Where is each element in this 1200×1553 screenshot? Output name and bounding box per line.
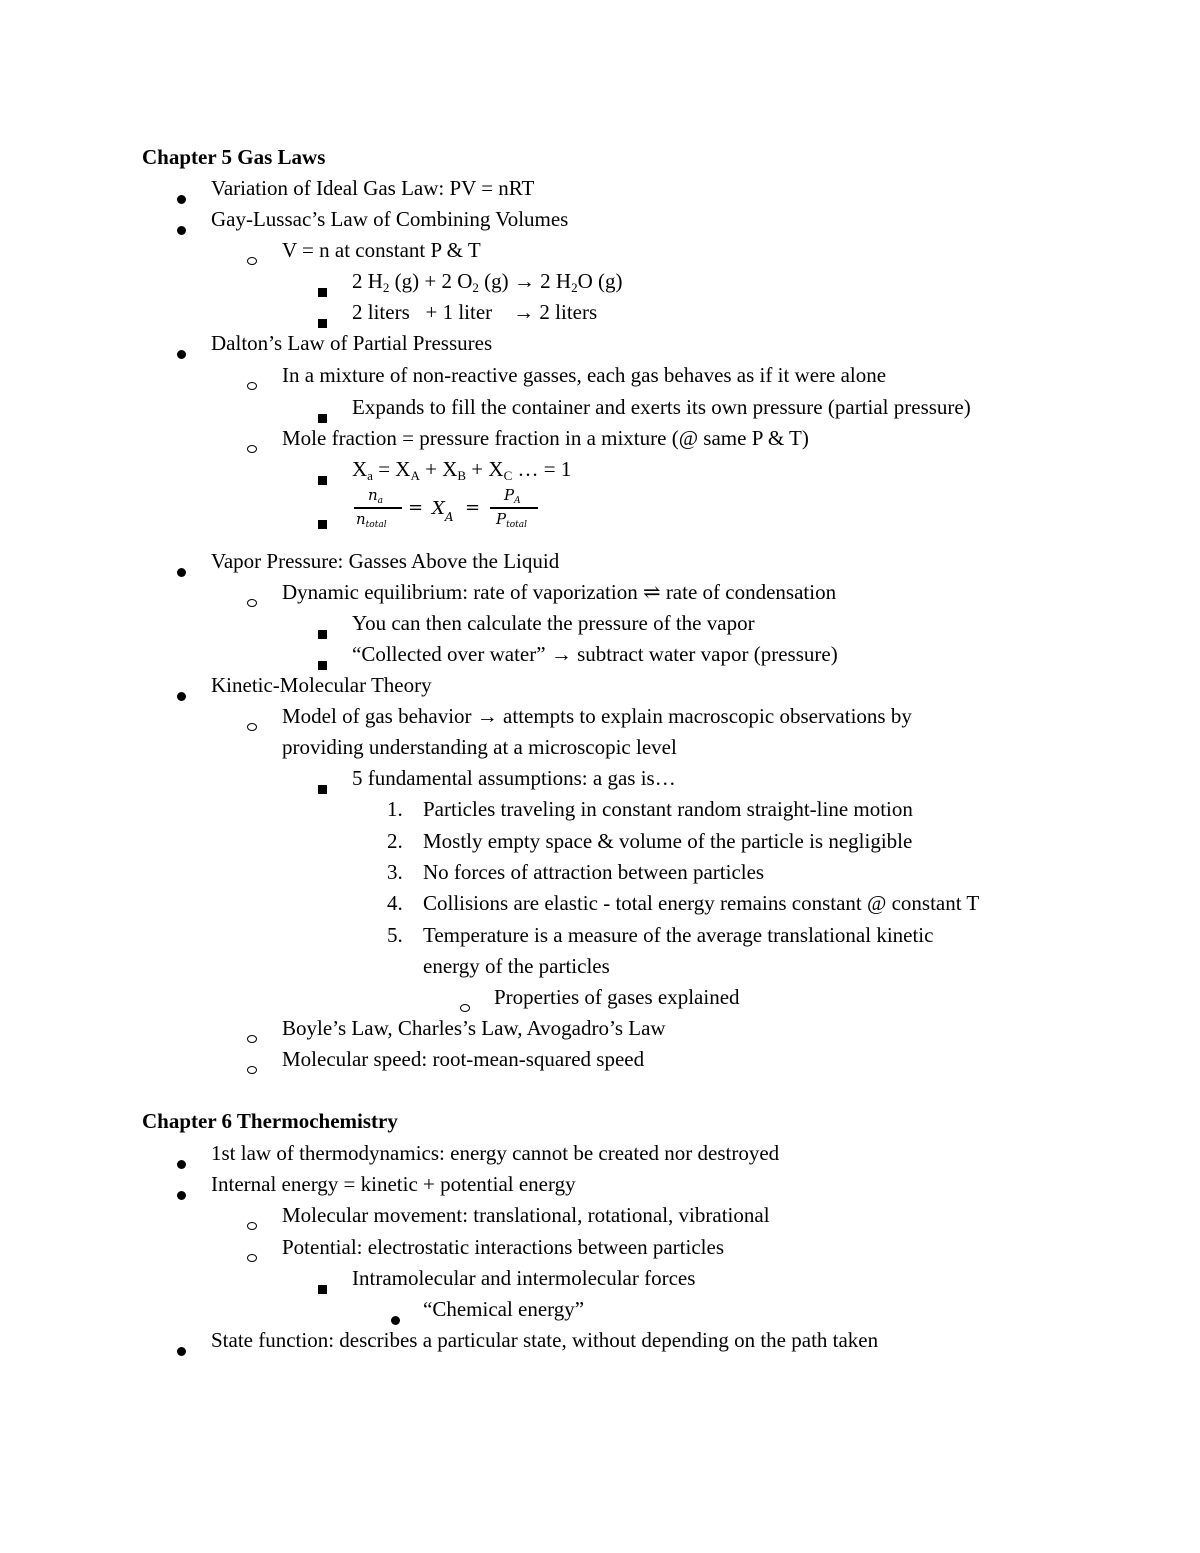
circle-bullet-icon — [247, 712, 257, 736]
circle-bullet-icon — [247, 371, 257, 395]
square-bullet-icon — [318, 309, 327, 333]
mole-fraction: Mole fraction = pressure fraction in a mixture (@ same P & T) — [282, 426, 809, 450]
formula-denominator-n: $n_{total}$ — [356, 510, 387, 530]
expands-text: Expands to fill the container and exerts its own pressure (partial pressure) — [352, 395, 971, 419]
boyle-charles-avogadro: Boyle’s Law, Charles’s Law, Avogadro’s Law — [282, 1016, 666, 1040]
gay-lussac-law: Gay-Lussac’s Law of Combining Volumes — [211, 207, 569, 231]
ideal-gas-law: Variation of Ideal Gas Law: PV = nRT — [211, 176, 535, 200]
square-bullet-icon — [318, 775, 327, 799]
square-bullet-icon — [318, 466, 327, 490]
assumption-2: Mostly empty space & volume of the particle is negligible — [423, 829, 913, 853]
assumption-3: No forces of attraction between particles — [423, 860, 765, 884]
vapor-pressure: Vapor Pressure: Gasses Above the Liquid — [211, 549, 560, 573]
formula-equals: = — [465, 497, 481, 518]
assumptions-text: 5 fundamental assumptions: a gas is… — [352, 766, 676, 790]
list-number: 4. — [387, 891, 403, 915]
formula-numerator-p: $P_A$ — [504, 486, 521, 506]
bullet-icon — [177, 1337, 186, 1361]
bullet-icon — [177, 682, 186, 706]
dynamic-equilibrium: Dynamic equilibrium: rate of vaporization ⇌ rate of condensation — [282, 580, 837, 604]
collected-text: “Collected over water” → subtract water vapor (pressure) — [352, 642, 838, 666]
fraction-bar — [354, 507, 402, 509]
internal-energy: Internal energy = kinetic + potential energy — [211, 1172, 576, 1196]
circle-bullet-icon — [247, 1211, 257, 1235]
molecular-movement: Molecular movement: translational, rotational, vibrational — [282, 1203, 770, 1227]
liters-equation: 2 liters + 1 liter → 2 liters — [352, 300, 598, 324]
square-bullet-icon — [318, 278, 327, 302]
bullet-icon — [177, 1150, 186, 1174]
state-function: State function: describes a particular state, without depending on the path taken — [211, 1328, 879, 1352]
formula-equals: = — [408, 497, 424, 518]
square-bullet-icon — [318, 651, 327, 675]
dalton-law: Dalton’s Law of Partial Pressures — [211, 331, 493, 355]
chemical-energy: “Chemical energy” — [423, 1297, 585, 1321]
circle-bullet-icon — [247, 588, 257, 612]
circle-bullet-icon — [247, 1024, 257, 1048]
formula-xa: $X_A$ — [432, 498, 454, 524]
circle-bullet-icon — [247, 434, 257, 458]
circle-bullet-icon — [247, 1243, 257, 1267]
molecular-speed: Molecular speed: root-mean-squared speed — [282, 1047, 645, 1071]
assumption-5-cont: energy of the particles — [423, 954, 610, 978]
mole-fraction-formula — [352, 487, 552, 537]
model-text-2: providing understanding at a microscopic level — [282, 735, 677, 759]
kinetic-molecular-theory: Kinetic-Molecular Theory — [211, 673, 432, 697]
properties-text: Properties of gases explained — [494, 985, 740, 1009]
assumption-5: Temperature is a measure of the average translational kinetic — [423, 923, 934, 947]
first-law: 1st law of thermodynamics: energy cannot be created nor destroyed — [211, 1141, 780, 1165]
chapter-5-heading: Chapter 5 Gas Laws — [142, 145, 326, 169]
intramolecular-text: Intramolecular and intermolecular forces — [352, 1266, 696, 1290]
square-bullet-icon — [318, 404, 327, 428]
circle-bullet-icon — [247, 246, 257, 270]
formula-denominator-p: $P_{total}$ — [496, 510, 527, 530]
chapter-6-heading: Chapter 6 Thermochemistry — [142, 1109, 398, 1133]
bullet-icon — [177, 558, 186, 582]
bullet-icon — [177, 1181, 186, 1205]
mole-fraction-sum: $X_a = X_A + X_B + X_C$ … = 1 — [352, 457, 572, 483]
square-bullet-icon — [318, 510, 327, 534]
mixture-text: In a mixture of non-reactive gasses, each gas behaves as if it were alone — [282, 363, 887, 387]
circle-bullet-icon — [247, 1055, 257, 1079]
list-number: 5. — [387, 923, 403, 947]
list-number: 3. — [387, 860, 403, 884]
calculate-text: You can then calculate the pressure of the vapor — [352, 611, 755, 635]
bullet-icon — [177, 185, 186, 209]
bullet-icon — [177, 216, 186, 240]
assumption-4: Collisions are elastic - total energy remains constant @ constant T — [423, 891, 980, 915]
circle-bullet-icon — [460, 993, 470, 1017]
potential-text: Potential: electrostatic interactions between particles — [282, 1235, 724, 1259]
fraction-bar — [490, 507, 538, 509]
bullet-icon — [177, 340, 186, 364]
bullet-icon — [391, 1306, 400, 1330]
reaction-equation: 2 $H_2$ (g) + 2 $O_2$ (g) → 2 $H_2O$ (g) — [352, 269, 623, 295]
square-bullet-icon — [318, 620, 327, 644]
list-number: 2. — [387, 829, 403, 853]
square-bullet-icon — [318, 1275, 327, 1299]
list-number: 1. — [387, 797, 403, 821]
v-equals-n: V = n at constant P & T — [282, 238, 481, 262]
model-text-1: Model of gas behavior → attempts to explain macroscopic observations by — [282, 704, 912, 728]
formula-numerator-n: $n_a$ — [368, 486, 384, 506]
assumption-1: Particles traveling in constant random straight-line motion — [423, 797, 913, 821]
